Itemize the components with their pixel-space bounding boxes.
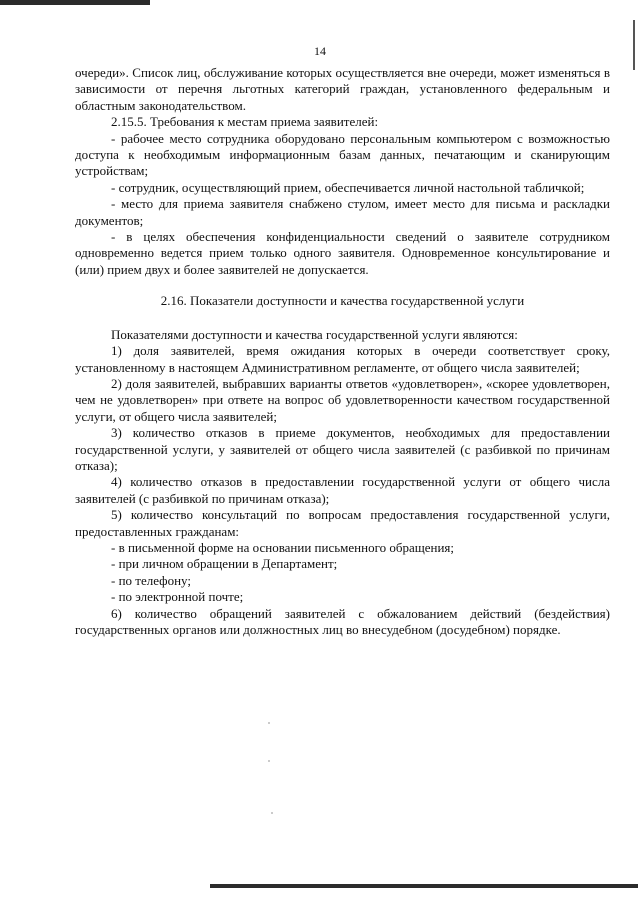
paragraph: - по электронной почте;: [111, 589, 244, 605]
scan-speck: [268, 760, 270, 762]
paragraphs-after: [75, 327, 610, 639]
scan-edge-bottom: [210, 884, 638, 888]
document-body: [75, 65, 610, 638]
paragraph: 1) доля заявителей, время ожидания которых в очереди соответствует сроку, установленному в настоящем Административном регламенте, от общего числа заявителей;: [75, 343, 610, 375]
paragraph: - рабочее место сотрудника оборудовано персональным компьютером с возможностью доступа к необходимым информационным базам данных, печатающим и сканирующим устройствам;: [75, 130, 610, 179]
paragraph: - по телефону;: [111, 572, 191, 588]
scan-speck: [268, 722, 270, 724]
section-heading: 2.16. Показатели доступности и качества государственной услуги: [160, 293, 525, 309]
paragraph: 2.15.5. Требования к местам приема заявителей:: [111, 114, 379, 130]
paragraph: 2) доля заявителей, выбравших варианты ответов «удовлетворен», «скорее удовлетворен, чем не удовлетворен» при ответе на вопрос об удовлетворенности качеством государственной услуги, от общего числа заявителей;: [75, 375, 610, 424]
paragraph: 5) количество консультаций по вопросам предоставления государственной услуги, предоставленных гражданам:: [75, 507, 610, 539]
scan-edge-top: [0, 0, 150, 5]
paragraph: очереди». Список лиц, обслуживание которых осуществляется вне очереди, может изменяться в зависимости от перечня льготных категорий граждан, установленного федеральным и областным законодательством.: [75, 65, 610, 113]
paragraph: - при личном обращении в Департамент;: [111, 556, 338, 572]
paragraph: - сотрудник, осуществляющий прием, обеспечивается личной настольной табличкой;: [111, 179, 585, 195]
paragraph: 3) количество отказов в приеме документов, необходимых для предоставлении государственной услуги, у заявителей от общего числа заявителей (с разбивкой по причинам отказа);: [75, 425, 610, 473]
paragraphs-before: [75, 65, 610, 278]
scan-speck: [271, 812, 273, 814]
paragraph: Показателями доступности и качества государственной услуги являются:: [111, 326, 518, 342]
paragraph: - в целях обеспечения конфиденциальности сведений о заявителе сотрудником одновременно ведется прием только одного заявителя. Одновременное консультирование и (или) прием двух и более заявителей не допускается.: [75, 229, 610, 277]
paragraph: 4) количество отказов в предоставлении государственной услуги от общего числа заявителей (с разбивкой по причинам отказа);: [75, 474, 610, 506]
paragraph: - в письменной форме на основании письменного обращения;: [111, 539, 455, 555]
page-number: 14: [314, 44, 326, 58]
paragraph: 6) количество обращений заявителей с обжалованием действий (бездействия) государственных органов или должностных лиц во внесудебном (досудебном) порядке.: [75, 605, 610, 637]
paragraph: - место для приема заявителя снабжено стулом, имеет место для письма и раскладки документов;: [75, 196, 610, 228]
